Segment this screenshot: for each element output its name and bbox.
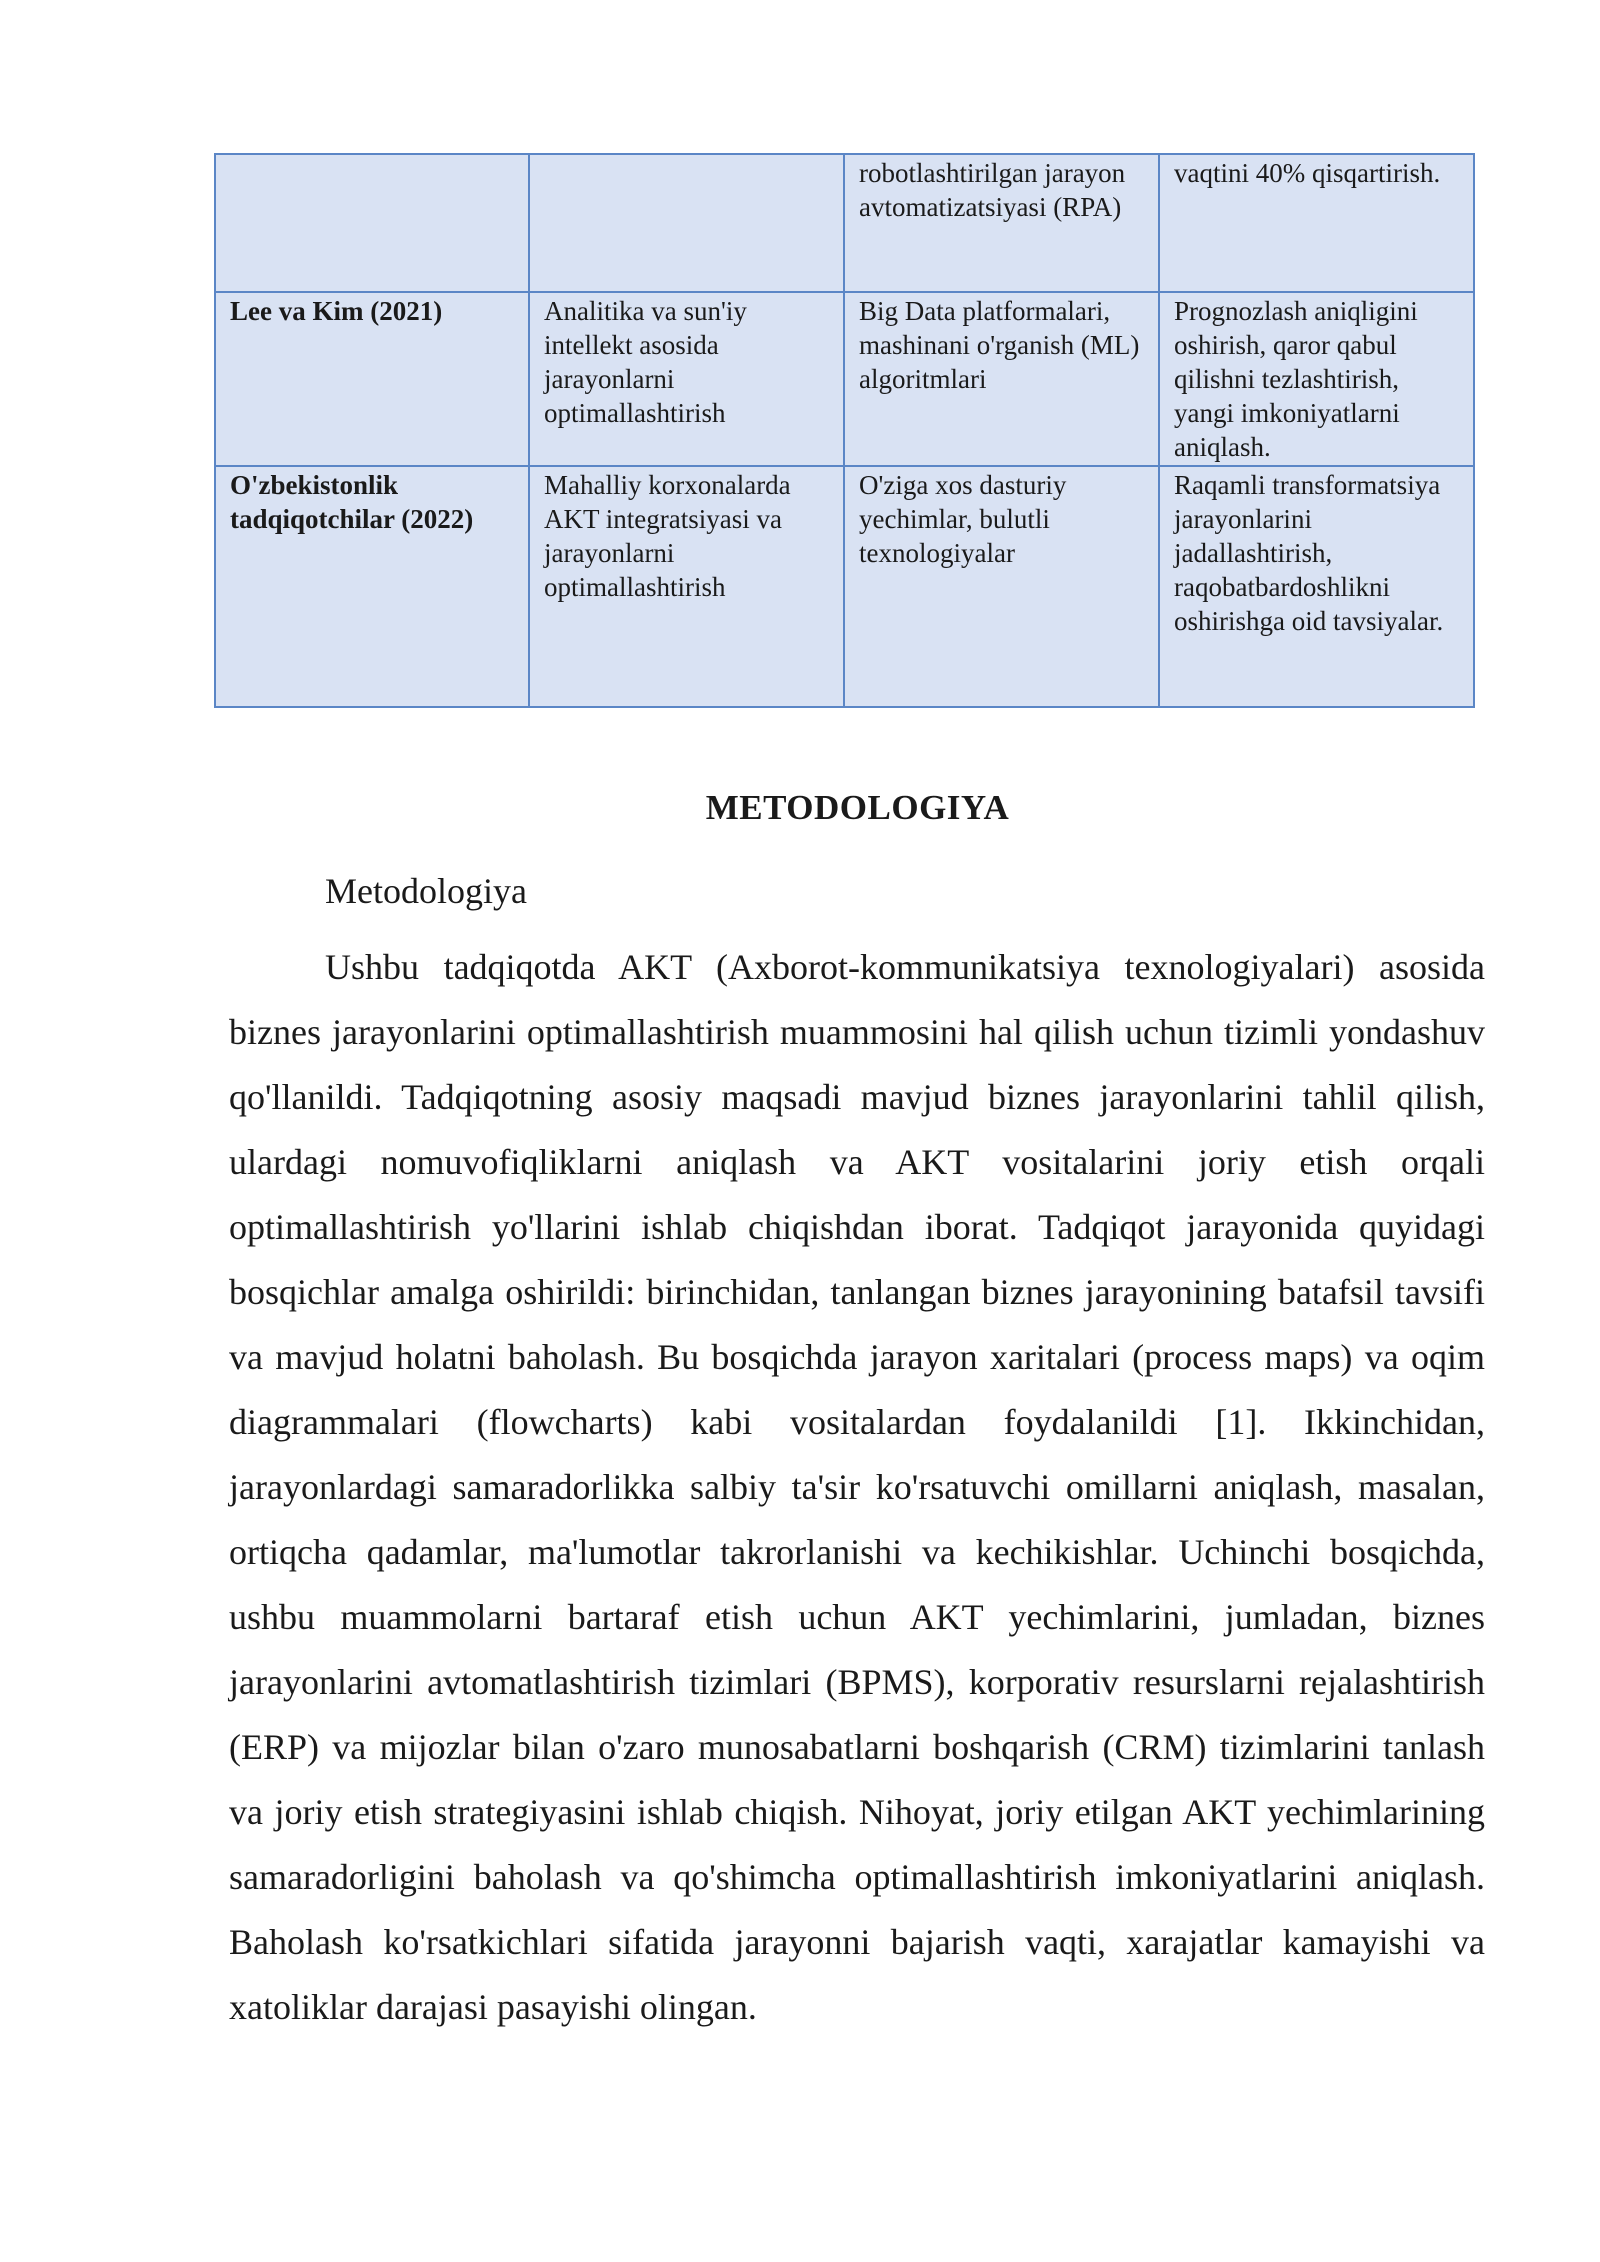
literature-review-table [214, 153, 1475, 708]
table-cell-focus: Mahalliy korxonalarda AKT integratsiyasi va jarayonlarni optimallashtirish [529, 466, 844, 707]
table-cell-focus [529, 154, 844, 292]
table-cell-author: O'zbekistonlik tadqiqotchilar (2022) [215, 466, 529, 707]
section-heading: METODOLOGIYA [705, 788, 1010, 827]
table-cell-results: Raqamli transformatsiya jarayonlarini jadallashtirish, raqobatbardoshlikni oshirishga oid tavsiyalar. [1159, 466, 1474, 707]
table-row [215, 292, 1474, 466]
methodology-paragraph: Ushbu tadqiqotda AKT (Axborot-kommunikatsiya texnologiyalari) asosida biznes jarayonlarini optimallashtirish muammosini hal qilish uchun tizimli yondashuv qo'llanildi. Tadqiqotning asosiy maqsadi mavjud biznes jarayonlarini tahlil qilish, ulardagi nomuvofiqliklarni aniqlash va AKT vositalarini joriy etish orqali optimallashtirish yo'llarini ishlab chiqishdan iborat. Tadqiqot jarayonida quyidagi bosqichlar amalga oshirildi: birinchidan, tanlangan biznes jarayonining batafsil tavsifi va mavjud holatni baholash. Bu bosqichda jarayon xaritalari (process maps) va oqim diagrammalari (flowcharts) kabi vositalardan foydalanildi [1]. Ikkinchidan, jarayonlardagi samaradorlikka salbiy ta'sir ko'rsatuvchi omillarni aniqlash, masalan, ortiqcha qadamlar, ma'lumotlar takrorlanishi va kechikishlar. Uchinchi bosqichda, ushbu muammolarni bartaraf etish uchun AKT yechimlarini, jumladan, biznes jarayonlarini avtomatlashtirish tizimlari (BPMS), korporativ resurslarni rejalashtirish (ERP) va mijozlar bilan o'zaro munosabatlarni boshqarish (CRM) tizimlarini tanlash va joriy etish strategiyasini ishlab chiqish. Nihoyat, joriy etilgan AKT yechimlarining samaradorligini baholash va qo'shimcha optimallashtirish imkoniyatlarini aniqlash. Baholash ko'rsatkichlari sifatida jarayonni bajarish vaqti, xarajatlar kamayishi va xatoliklar darajasi pasayishi olingan. [229, 947, 1485, 2027]
table-row [215, 466, 1474, 707]
table-cell-author [215, 154, 529, 292]
section-subheading: Metodologiya [325, 871, 527, 911]
table-cell-focus: Analitika va sun'iy intellekt asosida jarayonlarni optimallashtirish [529, 292, 844, 466]
table-cell-technologies: Big Data platformalari, mashinani o'rganish (ML) algoritmlari [844, 292, 1159, 466]
table-cell-author: Lee va Kim (2021) [215, 292, 529, 466]
table-cell-results: Prognozlash aniqligini oshirish, qaror qabul qilishni tezlashtirish, yangi imkoniyatlarni aniqlash. [1159, 292, 1474, 466]
table-cell-results: vaqtini 40% qisqartirish. [1159, 154, 1474, 292]
table-row [215, 154, 1474, 292]
table-cell-technologies: O'ziga xos dasturiy yechimlar, bulutli texnologiyalar [844, 466, 1159, 707]
table-cell-technologies: robotlashtirilgan jarayon avtomatizatsiyasi (RPA) [844, 154, 1159, 292]
